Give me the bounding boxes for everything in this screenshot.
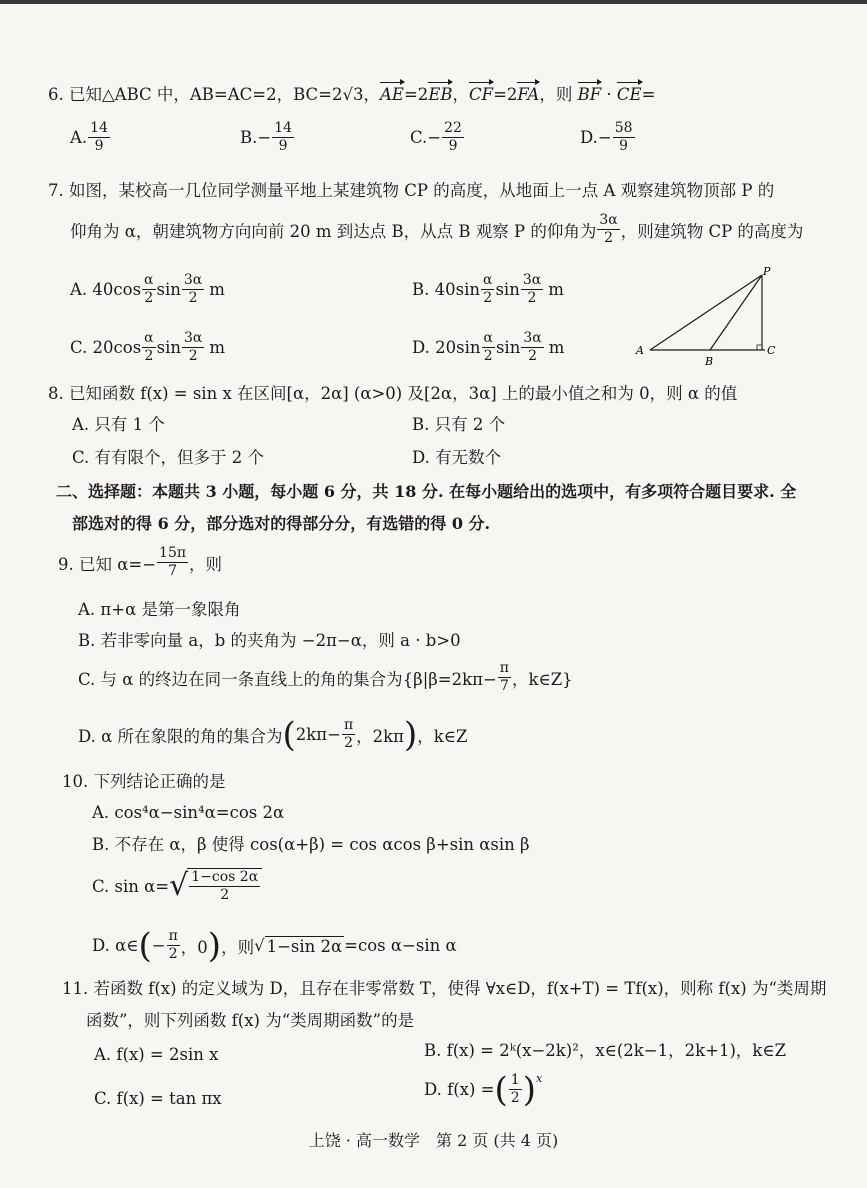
q8-stem: 8. 已知函数 f(x) = sin x 在区间[α，2α] (α>0) 及[2α，3α] 上的最小值之和为 0，则 α 的值 (48, 384, 738, 403)
sqrt-sign: √ (254, 936, 265, 955)
vector-eb: EB (428, 85, 453, 104)
line-ap (650, 275, 762, 350)
fraction (142, 272, 155, 307)
q8-option-b: B. 只有 2 个 (412, 415, 506, 434)
exponent: x (535, 1072, 543, 1085)
opt-sign: − (597, 128, 612, 147)
q7-option-a (70, 272, 225, 307)
opt-sign: − (427, 128, 442, 147)
q7-option-b (412, 272, 564, 307)
numerator: 3α (523, 330, 542, 346)
q6-eq2: =2 (493, 85, 518, 104)
vector-bf: BF (577, 85, 602, 104)
q9-c-tail: ，k∈Z} (512, 669, 573, 689)
q10-d-in1: − (151, 936, 166, 955)
q11-option-b: B. f(x) = 2ᵏ(x−2k)²，x∈(2k−1，2k+1)，k∈Z (424, 1041, 787, 1060)
opt-mid: sin (495, 338, 521, 357)
q9-option-c (78, 660, 573, 695)
denominator: 9 (619, 138, 629, 154)
q9-d-in2: ，2kπ (356, 726, 405, 746)
denominator: 2 (168, 946, 178, 962)
label-c: C (767, 344, 776, 357)
opt-label: B. (240, 128, 258, 147)
q7-line1: 7. 如图，某校高一几位同学测量平地上某建筑物 CP 的高度，从地面上一点 A 观察建筑物顶部 P 的 (48, 181, 775, 200)
q10-d-tail: =cos α−sin α (344, 936, 457, 955)
q10-d-b: ，则 (221, 937, 255, 957)
q8-option-d: D. 有无数个 (412, 448, 502, 467)
q9-d-text: D. α 所在象限的角的集合为 (78, 726, 283, 746)
numerator: 3α (184, 330, 203, 346)
label-p: P (763, 265, 771, 278)
opt-label: B. 40sin (412, 280, 480, 299)
numerator: α (482, 272, 493, 288)
fraction (509, 1072, 522, 1107)
opt-label: D. (580, 128, 598, 147)
q6-option-c (410, 120, 465, 155)
fraction (142, 330, 155, 365)
denominator: 2 (188, 290, 198, 306)
q10-d-text: D. α∈ (92, 936, 139, 955)
opt-label: A. (70, 128, 88, 147)
section2-line2: 部选对的得 6 分，部分选对的得部分分，有选错的得 0 分. (72, 514, 491, 533)
q10-option-a: A. cos⁴α−sin⁴α=cos 2α (92, 803, 285, 822)
opt-label: D. 20sin (412, 338, 481, 357)
q11-line1: 11. 若函数 f(x) 的定义域为 D，且存在非零常数 T，使得 ∀x∈D，f(x+T) = Tf(x)，则称 f(x) 为“类周期 (62, 979, 827, 998)
fraction-under-sqrt (187, 868, 262, 904)
numerator: 3α (522, 272, 542, 288)
q9-option-d (78, 714, 468, 755)
denominator: 2 (144, 290, 154, 306)
label-b: B (705, 355, 714, 368)
q7-figure (630, 265, 790, 370)
q6-sep2: ，则 (539, 85, 578, 104)
denominator: 9 (94, 138, 104, 154)
q9-option-a: A. π+α 是第一象限角 (78, 600, 241, 619)
q11-option-d (424, 1069, 543, 1110)
q7-line2-tail: ，则建筑物 CP 的高度为 (620, 221, 804, 241)
q11-d-text: D. f(x) = (424, 1080, 495, 1099)
vector-fa: FA (517, 85, 540, 104)
denominator: 2 (188, 348, 198, 364)
fraction (442, 120, 464, 155)
fraction (597, 212, 619, 247)
numerator: 22 (444, 120, 462, 136)
denominator: 2 (510, 1090, 520, 1106)
fraction (482, 330, 495, 365)
label-a: A (636, 344, 644, 357)
q6-option-b (240, 120, 295, 155)
vector-ae: AE (380, 85, 404, 104)
opt-mid: sin (156, 338, 182, 357)
q6-eq1: =2 (403, 85, 429, 104)
denominator: 9 (278, 138, 288, 154)
top-border (0, 0, 867, 4)
q11-option-c: C. f(x) = tan πx (94, 1089, 222, 1108)
q8-option-a: A. 只有 1 个 (72, 415, 165, 434)
opt-mid: sin (156, 280, 181, 299)
fraction (88, 120, 110, 155)
numerator: 1 (510, 1072, 520, 1088)
denominator: 2 (604, 230, 613, 246)
numerator: 3α (599, 212, 618, 228)
sqrt-sign: √ (169, 868, 189, 903)
denominator: 2 (220, 887, 230, 903)
q9-option-b: B. 若非零向量 a，b 的夹角为 −2π−α，则 a · b>0 (78, 631, 461, 650)
q9-d-in1: 2kπ− (295, 725, 341, 744)
q10-stem: 10. 下列结论正确的是 (62, 772, 226, 791)
paren-left: ( (138, 925, 152, 966)
numerator: 15π (159, 545, 187, 561)
fraction (481, 272, 494, 307)
opt-sign: − (257, 128, 272, 147)
numerator: π (168, 928, 178, 944)
vector-cf: CF (468, 85, 494, 104)
paren-left: ( (282, 714, 296, 755)
q10-option-d (92, 925, 457, 966)
numerator: π (343, 717, 354, 733)
numerator: α (144, 330, 154, 346)
q10-option-c (92, 868, 263, 904)
numerator: 1−cos 2α (191, 869, 259, 885)
numerator: π (499, 660, 509, 676)
opt-label: C. (410, 128, 428, 147)
q9-stem (58, 545, 222, 580)
q10-option-b: B. 不存在 α，β 使得 cos(α+β) = cos αcos β+sin αsin β (92, 835, 530, 854)
q6-dot: · (601, 85, 617, 104)
q7-option-d (412, 330, 564, 365)
q6-option-d (580, 120, 636, 155)
numerator: 58 (614, 120, 633, 136)
denominator: 2 (527, 290, 537, 306)
opt-label: A. 40cos (70, 280, 142, 299)
denominator: 2 (344, 735, 354, 751)
right-angle-mark (757, 345, 762, 350)
q9-d-tail: ，k∈Z (417, 726, 468, 746)
denominator: 7 (499, 678, 509, 694)
fraction (342, 717, 355, 752)
opt-unit: m (548, 280, 564, 299)
fraction (182, 272, 204, 307)
denominator: 9 (448, 138, 458, 154)
fraction (521, 330, 543, 365)
opt-unit: m (209, 338, 226, 357)
q7-line2-text: 仰角为 α，朝建筑物方向向前 20 m 到达点 B，从点 B 观察 P 的仰角为 (70, 221, 597, 241)
opt-unit: m (209, 280, 225, 299)
q7-line2 (70, 212, 803, 247)
q6-option-a (70, 120, 111, 155)
q11-line2: 函数”，则下列函数 f(x) 为“类周期函数”的是 (86, 1011, 415, 1030)
numerator: α (144, 272, 154, 288)
opt-label: C. 20cos (70, 338, 142, 357)
fraction (182, 330, 204, 365)
q9-stem-text: 9. 已知 α=− (58, 554, 157, 574)
fraction (613, 120, 635, 155)
numerator: 14 (274, 120, 293, 136)
q10-c-text: C. sin α= (92, 876, 170, 896)
vector-ce: CE (616, 85, 642, 104)
section2-line1: 二、选择题：本题共 3 小题，每小题 6 分，共 18 分. 在每小题给出的选项中，有多项符合题目要求. 全 (56, 482, 797, 501)
numerator: α (483, 330, 493, 346)
q6-sep1: ， (452, 85, 469, 104)
denominator: 2 (528, 348, 537, 364)
page-footer: 上饶 · 高一数学 第 2 页 (共 4 页) (308, 1131, 559, 1150)
numerator: 3α (183, 272, 203, 288)
denominator: 2 (144, 348, 154, 364)
paren-right: ) (207, 925, 222, 966)
q6-stem (48, 84, 655, 106)
q10-d-in2: ，0 (180, 937, 208, 957)
fraction (167, 928, 180, 963)
fraction (272, 120, 294, 155)
sqrt-content: 1−sin 2α (266, 936, 343, 956)
denominator: 2 (483, 348, 493, 364)
opt-mid: sin (495, 280, 520, 299)
q8-option-c: C. 有有限个，但多于 2 个 (72, 448, 265, 467)
fraction (521, 272, 543, 307)
fraction (498, 660, 511, 695)
paren-left: ( (494, 1069, 508, 1110)
opt-unit: m (548, 338, 565, 357)
q7-option-c (70, 330, 225, 365)
q11-option-a: A. f(x) = 2sin x (94, 1045, 219, 1064)
denominator: 2 (483, 290, 493, 306)
line-bp (710, 275, 762, 350)
q9-c-text: C. 与 α 的终边在同一条直线上的角的集合为{β|β=2kπ− (78, 669, 497, 689)
paren-right: ) (404, 714, 418, 755)
q9-stem-tail: ，则 (189, 554, 223, 574)
paren-right: ) (522, 1069, 536, 1110)
q6-tail: = (641, 85, 656, 104)
q6-stem-text: 6. 已知△ABC 中，AB=AC=2，BC=2√3， (48, 85, 381, 104)
fraction (157, 545, 188, 580)
denominator: 7 (168, 563, 177, 579)
numerator: 14 (90, 120, 108, 136)
